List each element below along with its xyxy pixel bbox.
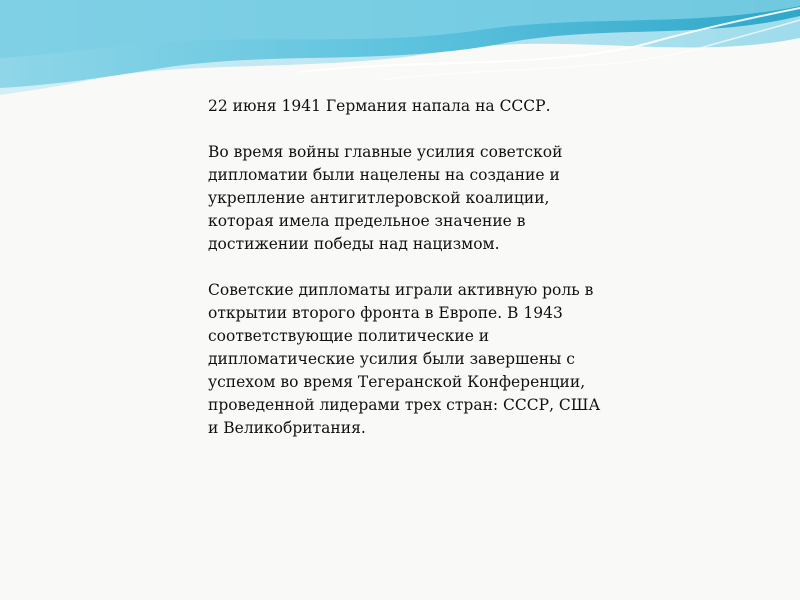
slide-text: [208, 95, 608, 463]
paragraph-date: 22 июня 1941 Германия напала на СССР.: [208, 97, 551, 115]
wave-banner-decoration: [0, 0, 800, 110]
paragraph-second-front: Советские дипломаты играли активную роль в открытии второго фронта в Европе. В 1943 соответствующие политические и дипломатические усилия были завершены с успехом во время Тегеранской Конференции, проведенной лидерами трех стран: СССР, США и Великобритания.: [208, 281, 601, 437]
paragraph-coalition: Во время войны главные усилия советской дипломатии были нацелены на создание и укрепление антигитлеровской коалиции, которая имела предельное значение в достижении победы над нацизмом.: [208, 143, 563, 253]
